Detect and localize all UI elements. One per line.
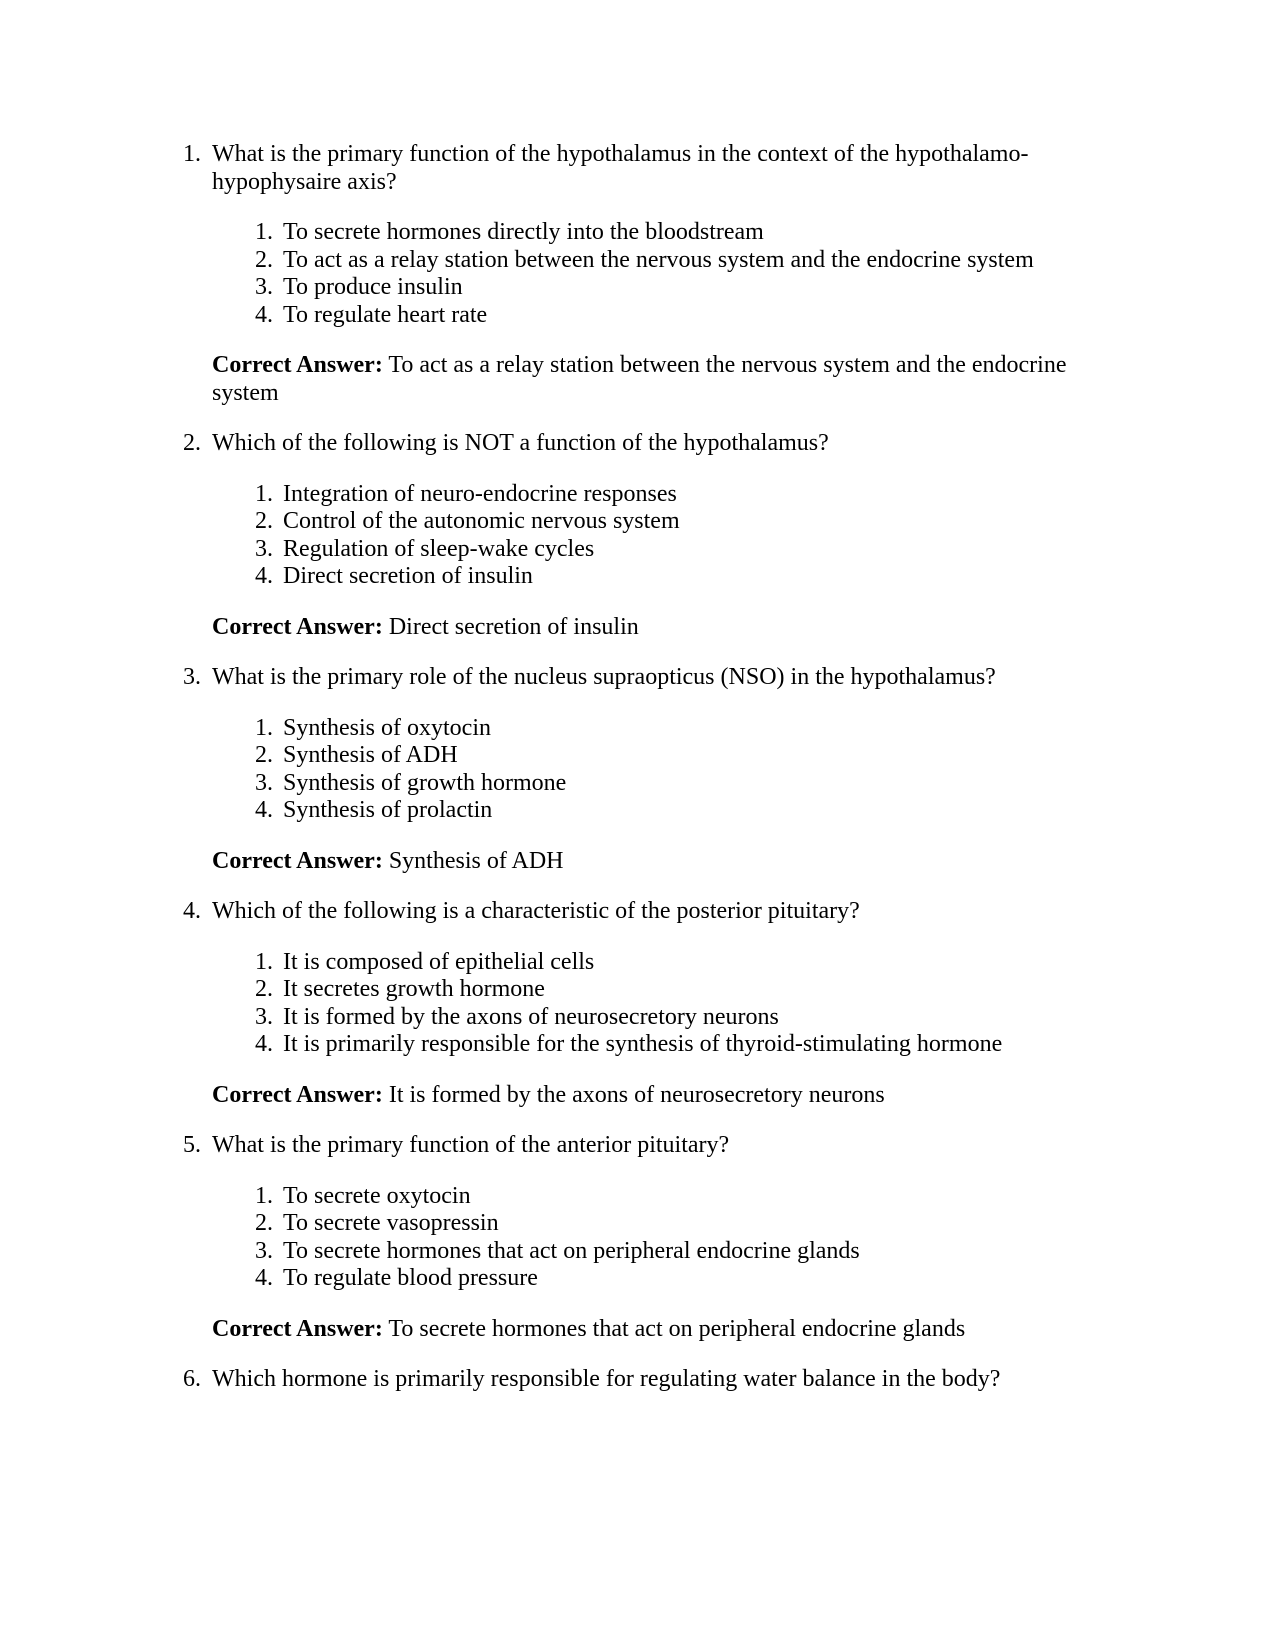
question-6 [183, 1366, 1068, 1394]
option-item [212, 770, 1068, 798]
option-number: 1. [255, 948, 273, 975]
option-item [212, 949, 1068, 977]
option-item [212, 536, 1068, 564]
option-number: 2. [255, 246, 273, 273]
correct-answer-text: Synthesis of ADH [388, 847, 564, 874]
option-text: To secrete vasopressin [283, 1210, 499, 1236]
correct-answer [212, 1316, 1068, 1344]
option-text: It is formed by the axons of neurosecretory neurons [283, 1003, 779, 1030]
option-text: It secretes growth hormone [283, 976, 545, 1002]
option-item [212, 1265, 1068, 1293]
option-number: 4. [255, 1265, 273, 1291]
option-item [212, 1031, 1068, 1059]
option-number: 4. [255, 301, 273, 328]
quiz-document [183, 141, 1068, 1394]
option-item [212, 481, 1068, 509]
option-text: Synthesis of growth hormone [283, 769, 567, 796]
option-item [212, 976, 1068, 1004]
question-number: 4. [183, 898, 201, 924]
option-number: 3. [255, 1003, 273, 1030]
option-number: 3. [255, 274, 273, 300]
option-item [212, 1183, 1068, 1211]
options-list [212, 715, 1068, 825]
correct-answer-label: Correct Answer: [212, 847, 383, 874]
question-1 [183, 141, 1068, 407]
option-number: 2. [255, 976, 273, 1002]
option-item [212, 563, 1068, 591]
option-text: Synthesis of ADH [283, 742, 458, 768]
correct-answer-label: Correct Answer: [212, 1315, 383, 1342]
correct-answer [212, 352, 1068, 407]
option-text: To regulate heart rate [283, 301, 488, 328]
option-number: 4. [255, 797, 273, 823]
question-text: What is the primary role of the nucleus supraopticus (NSO) in the hypothalamus? [212, 664, 996, 690]
option-item [212, 742, 1068, 770]
question-text: What is the primary function of the hypothalamus in the context of the hypothalamo-hypophysaire axis? [212, 141, 1029, 195]
question-number: 1. [183, 141, 201, 167]
options-list [212, 1183, 1068, 1293]
option-item [212, 274, 1068, 302]
option-number: 3. [255, 1237, 273, 1264]
question-number: 3. [183, 664, 201, 690]
option-number: 2. [255, 1210, 273, 1236]
question-5 [183, 1132, 1068, 1343]
correct-answer [212, 1082, 1068, 1110]
option-number: 4. [255, 1031, 273, 1057]
option-item [212, 247, 1068, 275]
option-item [212, 715, 1068, 743]
option-text: Synthesis of prolactin [283, 797, 493, 823]
option-number: 3. [255, 769, 273, 796]
option-number: 1. [255, 480, 273, 507]
correct-answer-text: Direct secretion of insulin [388, 613, 639, 640]
option-item [212, 1210, 1068, 1238]
option-text: Integration of neuro-endocrine responses [283, 480, 677, 507]
option-text: To secrete hormones directly into the bloodstream [283, 219, 764, 245]
correct-answer-label: Correct Answer: [212, 352, 383, 378]
question-text: What is the primary function of the anterior pituitary? [212, 1132, 730, 1158]
correct-answer-text: To secrete hormones that act on peripheral endocrine glands [388, 1315, 966, 1342]
option-text: Synthesis of oxytocin [283, 714, 491, 741]
option-text: To secrete oxytocin [283, 1182, 471, 1209]
option-text: To secrete hormones that act on peripheral endocrine glands [283, 1237, 860, 1264]
correct-answer [212, 614, 1068, 642]
question-2 [183, 430, 1068, 641]
question-text: Which of the following is a characteristic of the posterior pituitary? [212, 898, 860, 924]
option-text: To act as a relay station between the nervous system and the endocrine system [283, 246, 1034, 273]
option-number: 1. [255, 714, 273, 741]
option-text: To regulate blood pressure [283, 1265, 538, 1291]
question-4 [183, 898, 1068, 1109]
option-text: To produce insulin [283, 274, 463, 300]
option-item [212, 508, 1068, 536]
option-number: 1. [255, 219, 273, 245]
option-number: 2. [255, 742, 273, 768]
options-list [212, 219, 1068, 329]
question-number: 2. [183, 430, 201, 456]
option-text: It is primarily responsible for the synthesis of thyroid-stimulating hormone [283, 1031, 1003, 1057]
option-item [212, 1004, 1068, 1032]
question-number: 5. [183, 1132, 201, 1158]
options-list [212, 481, 1068, 591]
option-number: 1. [255, 1182, 273, 1209]
question-text: Which hormone is primarily responsible for regulating water balance in the body? [212, 1366, 1001, 1392]
correct-answer-label: Correct Answer: [212, 613, 383, 640]
question-3 [183, 664, 1068, 875]
question-number: 6. [183, 1366, 201, 1392]
option-text: Direct secretion of insulin [283, 563, 533, 589]
option-number: 2. [255, 508, 273, 534]
option-item [212, 302, 1068, 330]
correct-answer-label: Correct Answer: [212, 1081, 383, 1108]
option-item [212, 219, 1068, 247]
question-text: Which of the following is NOT a function of the hypothalamus? [212, 430, 829, 456]
option-text: Regulation of sleep-wake cycles [283, 535, 595, 562]
option-text: It is composed of epithelial cells [283, 948, 595, 975]
correct-answer-text: It is formed by the axons of neurosecretory neurons [388, 1081, 885, 1108]
option-number: 3. [255, 535, 273, 562]
correct-answer [212, 848, 1068, 876]
options-list [212, 949, 1068, 1059]
option-item [212, 797, 1068, 825]
correct-answer-text: To act as a relay station between the nervous system and the endocrine system [212, 352, 1067, 406]
option-text: Control of the autonomic nervous system [283, 508, 680, 534]
option-item [212, 1238, 1068, 1266]
option-number: 4. [255, 563, 273, 589]
